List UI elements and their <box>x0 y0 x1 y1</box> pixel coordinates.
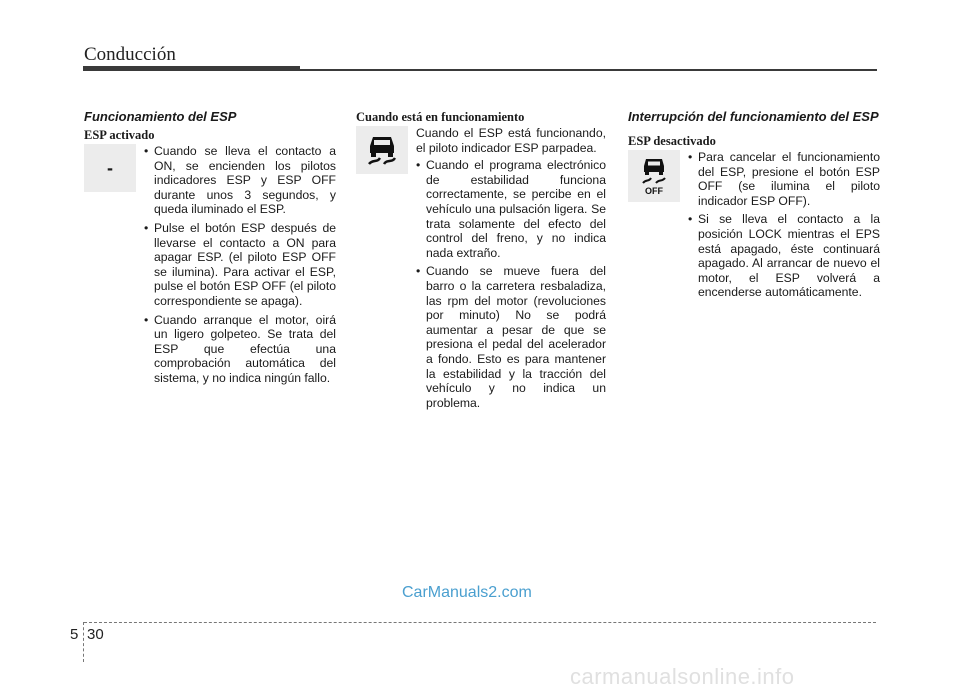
icon-placeholder <box>84 144 136 192</box>
list-item: • Para cancelar el funcionamiento del ESP, presione el botón ESP OFF (se ilumina el piloto indicador ESP OFF). <box>686 150 880 208</box>
footer-divider <box>83 622 84 662</box>
page-header-title: Conducción <box>84 44 176 65</box>
page-number: 30 <box>87 626 104 643</box>
dash-icon: - <box>107 157 113 178</box>
bullet-list <box>686 150 880 300</box>
column-in-operation <box>356 110 606 414</box>
subtitle-esp-deactivated: ESP desactivado <box>628 134 716 148</box>
column-esp-operation <box>84 110 336 390</box>
bullet-list <box>142 144 336 386</box>
subtitle-esp-activated: ESP activado <box>84 128 155 142</box>
chapter-number: 5 <box>70 626 79 643</box>
esp-off-icon <box>637 156 671 196</box>
header-rule-thick <box>83 66 300 71</box>
subtitle-in-operation: Cuando está en funcionamiento <box>356 110 525 124</box>
section-title-interruption: Interrupción del funcionamiento del ESP <box>628 109 879 124</box>
list-item: • Cuando arranque el motor, oirá un ligero golpeteo. Se trata del ESP que efectúa una comprobación automática del sistema, y no indica ningún fallo. <box>142 313 336 386</box>
esp-skid-icon <box>365 133 399 167</box>
header-rule-thin <box>300 69 877 71</box>
site-watermark: carmanualsonline.info <box>570 664 795 689</box>
off-label: OFF <box>645 186 663 196</box>
list-item: • Si se lleva el contacto a la posición LOCK mientras el EPS está apagado, éste continuará apagado. Al arrancar de nuevo el motor, el ESP volverá a encenderse automáticamente. <box>686 212 880 300</box>
footer-rule <box>84 622 876 623</box>
watermark-link[interactable]: CarManuals2.com <box>402 584 532 601</box>
list-item: • Pulse el botón ESP después de llevarse el contacto a ON para apagar ESP. (el piloto ESP OFF se ilumina). Para activar el ESP, pulse el botón ESP OFF (el piloto correspondiente se apaga). <box>142 221 336 309</box>
list-item: • Cuando el programa electrónico de estabilidad funciona correctamente, se percibe en el vehículo una pulsación ligera. Se trata solamente del efecto del control del freno, y no indica nada extraño. <box>414 158 606 260</box>
esp-indicator-box <box>356 126 408 174</box>
intro-text: Cuando el ESP está funcionando, el piloto indicador ESP parpadea. <box>416 126 606 155</box>
list-item: • Cuando se lleva el contacto a ON, se encienden los pilotos indicadores ESP y ESP OFF durante unos 3 segundos, y queda iluminado el ESP. <box>142 144 336 217</box>
bullet-list <box>414 158 606 410</box>
section-title-operation: Funcionamiento del ESP <box>84 109 237 124</box>
column-esp-off <box>628 110 880 304</box>
esp-off-indicator-box <box>628 150 680 202</box>
list-item: • Cuando se mueve fuera del barro o la carretera resbaladiza, las rpm del motor (revoluciones por minuto) No se podrá aumentar a pesar de que se presiona el pedal del acelerador a fondo. Esto es para mantener la estabilidad y la tracción del vehículo y no indica un problema. <box>414 264 606 410</box>
